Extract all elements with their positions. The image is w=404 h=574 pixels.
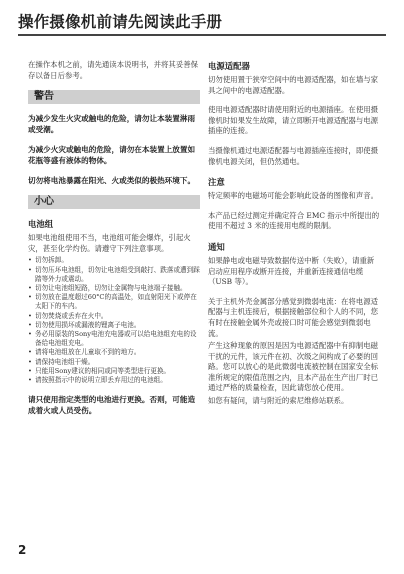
adaptor-heading: 电源适配器 — [208, 61, 250, 71]
intro-text: 在操作本机之前，请先通读本说明书，并将其妥善保存以备日后参考。 — [28, 60, 198, 80]
notice-heading: 注意 — [208, 177, 225, 188]
list-item: • 务必用原装的Sony电池充电器或可以给电池组充电的设备给电池组充电。 — [28, 330, 200, 348]
notice-text-3: 如果静电或电磁导致数据传送中断（失败），请重新启动应用程序或断开连接，并重新连接通信电缆（USB 等）。 — [208, 255, 375, 287]
list-item: • 切勿拆卸。 — [28, 256, 200, 265]
battery-replacement-warning: 请只使用指定类型的电池进行更换。否则，可能造成着火或人员受伤。 — [28, 395, 196, 416]
adaptor-text-2: 使用电源适配器时请使用附近的电源插座。在使用摄像机时如果发生故障，请立即断开电源适配器与电源插座的连接。 — [208, 105, 378, 136]
warning-text-3: 切勿将电池暴露在阳光、火或类似的极热环境下。 — [28, 176, 196, 186]
list-item: • 切勿使用损坏或漏液的锂离子电池。 — [28, 321, 200, 330]
battery-heading: 电池组 — [28, 219, 54, 230]
caution-heading: 小心 — [28, 195, 200, 209]
list-item: • 请保持电池组干燥。 — [28, 358, 200, 367]
list-item: • 只能用Sony建议的相同或同等类型进行更换。 — [28, 367, 200, 376]
battery-text: 如果电池组使用不当，电池组可能会爆炸，引起火灾，甚至化学灼伤。请遵守下列注意事项。 — [28, 233, 191, 253]
title-divider — [18, 34, 386, 36]
list-item: • 切勿焚烧或丢弃在火中。 — [28, 312, 200, 321]
warning-text-2: 为减少火灾或触电的危险，请勿在本装置上放置如花瓶等盛有液体的物体。 — [28, 145, 196, 166]
list-item: • 切勿让电池组短路，切勿让金属物与电池端子接触。 — [28, 284, 200, 293]
notice-text-5: 产生这种现象的原因是因为电源适配器中有抑制电磁干扰的元件，该元件在初、次级之间构成了必要的回路。您可以放心的是此微弱电流被控制在国家安全标准所规定的限值范围之内，且本产品在生产出厂时已通过严格的质量检查，因此请您放心使用。 — [208, 341, 378, 393]
adaptor-text-3: 当摄像机通过电源适配器与电源插座连接时，即使摄像机电源关闭，但仍然通电。 — [208, 145, 378, 166]
battery-precautions-list — [28, 256, 200, 385]
page-title: 操作摄像机前请先阅读此手册 — [18, 13, 223, 31]
left-column — [28, 60, 200, 425]
notice-text-1: 特定频率的电磁场可能会影响此设备的图像和声音。 — [208, 191, 378, 201]
notice-heading-2: 通知 — [208, 241, 225, 252]
list-item: • 请将电池组放在儿童取不到的地方。 — [28, 348, 200, 357]
notice-text-6: 如您有疑问，请与附近的索尼维修站联系。 — [208, 396, 349, 406]
list-item: • 切勿放在温度超过60°C的高温处，如直射阳光下或停在太阳下的车内。 — [28, 293, 200, 311]
notice-text-4: 关于主机外壳金属部分感觉到微弱电流：在将电源适配器与主机连接后，根据接触部位和个人的不同，您有时在接触金属外壳或接口时可能会感觉到微弱电流。 — [208, 296, 378, 338]
adaptor-text-1: 切勿使用置于狭窄空间中的电源适配器，如在墙与家具之间中的电源适配器。 — [208, 75, 378, 95]
right-column — [208, 60, 380, 416]
warning-text-1: 为减少发生火灾或触电的危险，请勿让本装置淋雨或受潮。 — [28, 114, 196, 135]
list-item: • 切勿压坏电池组，切勿让电池组受到敲打、跌落或遭到踩踏等外力或震动。 — [28, 266, 200, 284]
list-item: • 请按照指示中的说明立即丢弃用过的电池组。 — [28, 376, 200, 385]
warning-heading: 警告 — [28, 90, 200, 104]
notice-text-2: 本产品已经过测定并确定符合 EMC 指示中所提出的使用不超过 3 米的连接用电缆的限制。 — [208, 210, 380, 231]
page-number: 2 — [18, 543, 27, 557]
